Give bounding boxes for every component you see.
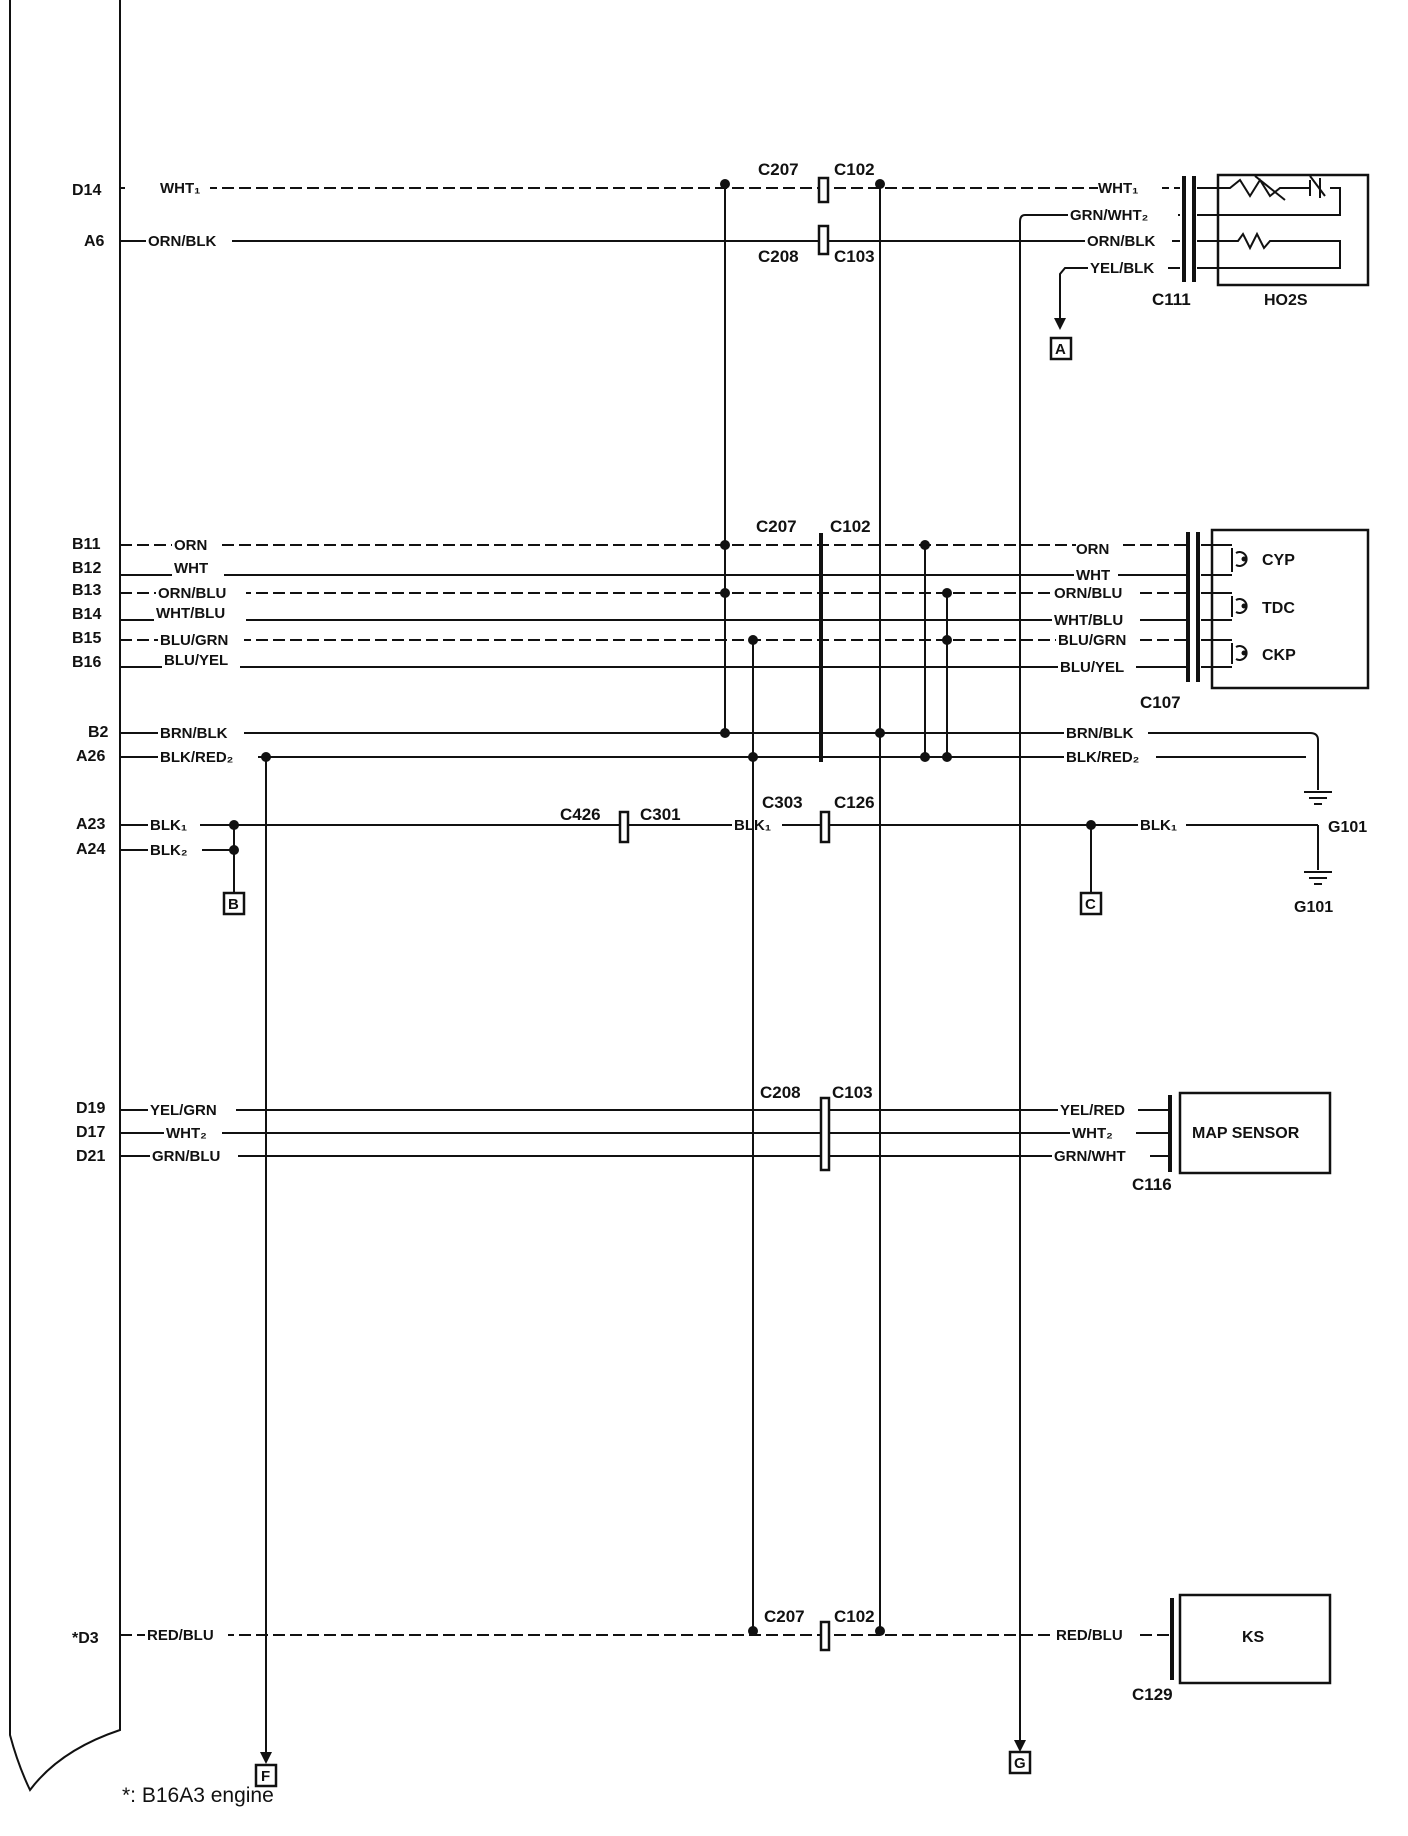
label-c208: C208 bbox=[758, 247, 799, 266]
svg-text:B: B bbox=[228, 896, 239, 913]
wire-label-ks-1: RED/BLU bbox=[1056, 1627, 1123, 1644]
pin-a23: A23 bbox=[76, 816, 106, 833]
connector-c208-c103 bbox=[819, 226, 828, 254]
svg-text:F: F bbox=[261, 1768, 271, 1785]
wire-label-c107-5: BLU/GRN bbox=[1058, 632, 1127, 649]
footnote: *: B16A3 engine bbox=[122, 1784, 274, 1807]
vertical-interconnects bbox=[229, 184, 1096, 1764]
wire-label-b11: ORN bbox=[174, 537, 208, 554]
tag-g bbox=[1010, 1752, 1030, 1773]
wire-label-a6: ORN/BLK bbox=[148, 233, 217, 250]
wire-label-d19: YEL/GRN bbox=[150, 1102, 217, 1119]
wire-label-d21: GRN/BLU bbox=[152, 1148, 221, 1165]
pin-d19: D19 bbox=[76, 1100, 106, 1117]
svg-text:A: A bbox=[1055, 341, 1066, 358]
wire-label-c107-2: WHT bbox=[1076, 567, 1111, 584]
wire-label-b13: ORN/BLU bbox=[158, 585, 227, 602]
label-c103-b: C103 bbox=[832, 1083, 873, 1102]
wire-label-b16: BLU/YEL bbox=[164, 652, 229, 669]
pin-b12: B12 bbox=[72, 560, 102, 577]
label-g101-b: G101 bbox=[1294, 899, 1334, 916]
wire-label-map-3: GRN/WHT bbox=[1054, 1148, 1126, 1165]
pin-b14: B14 bbox=[72, 606, 102, 623]
wire-label-ho2s-2: GRN/WHT₂ bbox=[1070, 207, 1149, 224]
wire-label-g-blk1: BLK₁ bbox=[1140, 817, 1178, 834]
wire-label-b12: WHT bbox=[174, 560, 209, 577]
pin-b11: B11 bbox=[72, 536, 101, 553]
pin-d14: D14 bbox=[72, 182, 102, 199]
label-ks: KS bbox=[1242, 1629, 1265, 1646]
wire-label-c107-4: WHT/BLU bbox=[1054, 612, 1124, 629]
label-c207-c: C207 bbox=[764, 1607, 805, 1626]
label-c129: C129 bbox=[1132, 1685, 1173, 1704]
tag-c bbox=[1081, 893, 1101, 914]
label-c102: C102 bbox=[834, 160, 875, 179]
pin-a24: A24 bbox=[76, 841, 106, 858]
label-cyp: CYP bbox=[1262, 552, 1295, 569]
wire-label-ho2s-4: YEL/BLK bbox=[1090, 260, 1155, 277]
arrow-a bbox=[1054, 318, 1066, 330]
tag-f bbox=[256, 1765, 276, 1786]
label-c126: C126 bbox=[834, 793, 875, 812]
wire-label-b15: BLU/GRN bbox=[160, 632, 229, 649]
pin-b2: B2 bbox=[88, 724, 109, 741]
connector-c208-c103-b bbox=[821, 1098, 829, 1170]
label-c102-b: C102 bbox=[830, 517, 871, 536]
label-c116: C116 bbox=[1132, 1175, 1172, 1194]
wire-label-c107-6: BLU/YEL bbox=[1060, 659, 1125, 676]
pin-d21: D21 bbox=[76, 1148, 106, 1165]
label-c207-b: C207 bbox=[756, 517, 797, 536]
label-c102-c: C102 bbox=[834, 1607, 875, 1626]
pin-b15: B15 bbox=[72, 630, 102, 647]
ecm-body-outline bbox=[10, 0, 120, 1790]
ground-symbol bbox=[1304, 792, 1332, 804]
ground-symbol-b bbox=[1304, 872, 1332, 884]
pin-d17: D17 bbox=[76, 1124, 106, 1141]
label-c111: C111 bbox=[1152, 290, 1191, 309]
pin-a26: A26 bbox=[76, 748, 106, 765]
arrow-f bbox=[260, 1752, 272, 1764]
wire-label-a23: BLK₁ bbox=[150, 817, 188, 834]
wire-grn-wht2 bbox=[1020, 215, 1180, 1750]
wire-label-d3: RED/BLU bbox=[147, 1627, 214, 1644]
wire-label-a24: BLK₂ bbox=[150, 842, 188, 859]
tag-b bbox=[224, 893, 244, 914]
pin-d3: *D3 bbox=[72, 1630, 99, 1647]
arrow-g bbox=[1014, 1740, 1026, 1752]
wire-label-a26: BLK/RED₂ bbox=[160, 749, 234, 766]
label-c103: C103 bbox=[834, 247, 875, 266]
tag-a bbox=[1051, 338, 1071, 359]
wire-label-c107-3: ORN/BLU bbox=[1054, 585, 1123, 602]
label-tdc: TDC bbox=[1262, 600, 1295, 617]
label-c303: C303 bbox=[762, 793, 803, 812]
connector-c207-c102 bbox=[819, 178, 828, 202]
connector-c207-c102-c bbox=[821, 1622, 829, 1650]
wire-label-g-blkred: BLK/RED₂ bbox=[1066, 749, 1140, 766]
wire-label-b14: WHT/BLU bbox=[156, 605, 226, 622]
wire-label-d14: WHT₁ bbox=[160, 180, 201, 197]
label-ho2s: HO2S bbox=[1264, 292, 1308, 309]
label-c107: C107 bbox=[1140, 693, 1181, 712]
label-c426: C426 bbox=[560, 805, 601, 824]
map-sensor-circuit bbox=[120, 1083, 1330, 1194]
label-g101-a: G101 bbox=[1328, 819, 1368, 836]
ks-circuit bbox=[120, 1595, 1330, 1704]
label-c208-b: C208 bbox=[760, 1083, 801, 1102]
wire-label-ho2s-1: WHT₁ bbox=[1098, 180, 1139, 197]
wire-label-b2: BRN/BLK bbox=[160, 725, 228, 742]
wire-label-map-2: WHT₂ bbox=[1072, 1125, 1113, 1142]
connector-c303-c126 bbox=[821, 812, 829, 842]
pin-b13: B13 bbox=[72, 582, 102, 599]
label-map-sensor: MAP SENSOR bbox=[1192, 1125, 1300, 1142]
wire-label-c107-1: ORN bbox=[1076, 541, 1110, 558]
wire-label-map-1: YEL/RED bbox=[1060, 1102, 1126, 1119]
pin-labels bbox=[72, 182, 109, 1647]
ho2s-circuit bbox=[120, 160, 1368, 1750]
label-c301: C301 bbox=[640, 805, 681, 824]
connector-c426-c301 bbox=[620, 812, 628, 842]
wire-to-g101-a bbox=[1180, 733, 1318, 790]
blk-ground-circuit bbox=[120, 793, 1333, 916]
wire-label-d17: WHT₂ bbox=[166, 1125, 207, 1142]
pin-a6: A6 bbox=[84, 233, 105, 250]
wire-label-ho2s-3: ORN/BLK bbox=[1087, 233, 1156, 250]
pin-b16: B16 bbox=[72, 654, 102, 671]
label-ckp: CKP bbox=[1262, 647, 1296, 664]
svg-text:G: G bbox=[1014, 1755, 1026, 1772]
wire-label-blk-mid: BLK₁ bbox=[734, 817, 772, 834]
cyp-tdc-ckp-circuit bbox=[120, 517, 1368, 762]
label-c207: C207 bbox=[758, 160, 799, 179]
wire-label-g-brn: BRN/BLK bbox=[1066, 725, 1134, 742]
svg-text:C: C bbox=[1085, 896, 1096, 913]
